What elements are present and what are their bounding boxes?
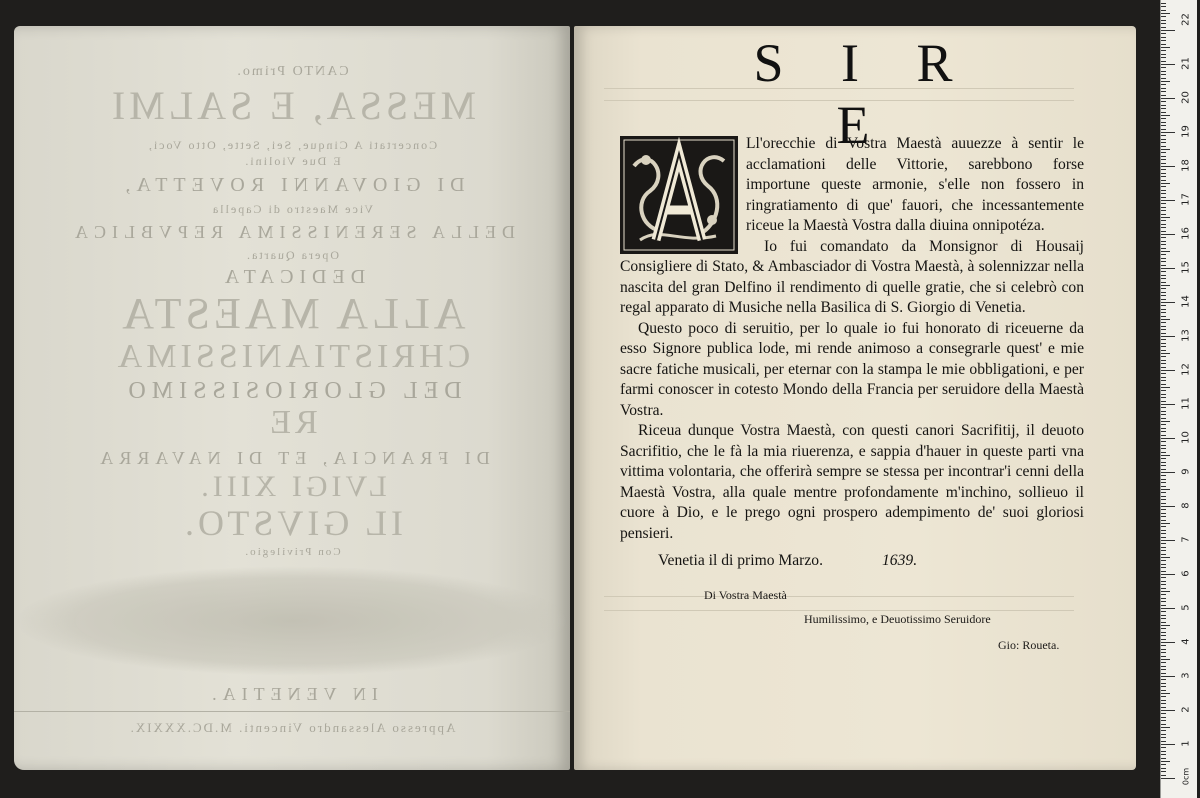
ruler-tick: [1161, 84, 1166, 85]
ruler-tick: [1161, 639, 1166, 640]
ghost-line: DI GIOVANNI ROVETTA,: [119, 174, 465, 196]
ruler-tick: [1161, 95, 1166, 96]
ruler-tick: [1161, 203, 1166, 204]
ruler-tick: [1161, 125, 1166, 126]
salutation: Di Vostra Maestà: [704, 588, 787, 602]
ruler-number: 10: [1180, 431, 1192, 444]
ruler-tick: [1161, 288, 1166, 289]
ruler-tick: [1161, 54, 1166, 55]
ruler-number: 15: [1180, 261, 1192, 274]
ruler-tick: [1161, 778, 1175, 779]
paragraph: Io fui comandato da Monsignor di Housaij Consigliere di Stato, & Ambasciador di Vostra Maestà, à solennizzar nella nascita del gran Delfino il rendimento di quelle gratie, che si celebrò con regal apparato di Musiche nella Basilica di S. Giorgio di Venetia.: [620, 237, 1084, 316]
ruler-tick: [1161, 152, 1166, 153]
ruler-tick: [1161, 370, 1175, 371]
ruler-tick: [1161, 747, 1166, 748]
ruler-tick: [1161, 360, 1166, 361]
ghost-line: E Due Violini.: [243, 154, 341, 168]
ruler-tick: [1161, 108, 1166, 109]
ruler-tick: [1161, 316, 1166, 317]
ruler-tick: [1161, 428, 1166, 429]
ruler-tick: [1161, 197, 1166, 198]
ruler-number: 20: [1180, 91, 1192, 104]
ruler-tick: [1161, 183, 1170, 184]
ruler-tick: [1161, 333, 1166, 334]
ruler-tick: [1161, 112, 1166, 113]
ruler-tick: [1161, 618, 1166, 619]
ruler-tick: [1161, 448, 1166, 449]
ruler-tick: [1161, 771, 1166, 772]
ruler-number: 7: [1180, 536, 1192, 543]
ruler-tick: [1161, 282, 1166, 283]
ruler-tick: [1161, 754, 1166, 755]
ruler-tick: [1161, 190, 1166, 191]
ruler-number: 13: [1180, 329, 1192, 342]
ruler-number: 16: [1180, 227, 1192, 240]
ruler-tick: [1161, 407, 1166, 408]
ruler-tick: [1161, 475, 1166, 476]
ruler-tick: [1161, 622, 1166, 623]
ruler-tick: [1161, 577, 1166, 578]
paragraph: Ll'orecchie di Vostra Maestà auuezze à sentir le acclamationi delle Vittorie, sarebbono forse importune queste armonie, s'elle non fossero in ringratiamento di que' fauori, che incessantemente riceue la Maestà Vostra dalla diuina onnipotéza.: [746, 135, 1084, 234]
ruler-tick: [1161, 193, 1166, 194]
ruler-tick: [1161, 268, 1175, 269]
ruler-tick: [1161, 302, 1175, 303]
ruler-tick: [1161, 380, 1166, 381]
ruler-number: 3: [1180, 672, 1192, 679]
ruler-tick: [1161, 598, 1166, 599]
ruler-tick: [1161, 16, 1166, 17]
ruler-tick: [1161, 271, 1166, 272]
ruler-tick: [1161, 91, 1166, 92]
ruler-tick: [1161, 30, 1175, 31]
ruler-tick: [1161, 363, 1166, 364]
ghost-line: CANTO Primo.: [235, 64, 349, 79]
ruler-tick: [1161, 628, 1166, 629]
ruler-tick: [1161, 744, 1175, 745]
ruler-tick: [1161, 346, 1166, 347]
ruler-tick: [1161, 503, 1166, 504]
ruler-tick: [1161, 356, 1166, 357]
ruler-tick: [1161, 217, 1170, 218]
ruler-tick: [1161, 309, 1166, 310]
ruler-tick: [1161, 241, 1166, 242]
ruler-tick: [1161, 764, 1166, 765]
ruler-tick: [1161, 652, 1166, 653]
ghost-line: Con Privilegio.: [243, 546, 341, 558]
ruler-tick: [1161, 584, 1166, 585]
ruler-tick: [1161, 248, 1166, 249]
ruler-tick: [1161, 707, 1166, 708]
ruler-tick: [1161, 662, 1166, 663]
ruler-tick: [1161, 180, 1166, 181]
ruler-tick: [1161, 533, 1166, 534]
ruler-tick: [1161, 649, 1166, 650]
ruler-tick: [1161, 166, 1175, 167]
ruler-tick: [1161, 118, 1166, 119]
ruler-tick: [1161, 482, 1166, 483]
ruler-tick: [1161, 23, 1166, 24]
ruler-tick: [1161, 741, 1166, 742]
ruler-tick: [1161, 367, 1166, 368]
ruler-tick: [1161, 231, 1166, 232]
ruler-tick: [1161, 207, 1166, 208]
ruler-tick: [1161, 469, 1166, 470]
ruler-tick: [1161, 581, 1166, 582]
ruler-tick: [1161, 693, 1170, 694]
ruler-number: 11: [1180, 397, 1192, 410]
ruler-tick: [1161, 700, 1166, 701]
ruler-tick: [1161, 275, 1166, 276]
dedication-text: [620, 134, 1084, 544]
ruler-tick: [1161, 220, 1166, 221]
ruler-tick: [1161, 438, 1175, 439]
ruler-tick: [1161, 588, 1166, 589]
ruler-tick: [1161, 458, 1166, 459]
ruler-tick: [1161, 768, 1166, 769]
ruler-tick: [1161, 424, 1166, 425]
ruler-tick: [1161, 47, 1170, 48]
page-title: S I R E: [753, 33, 975, 155]
ruler-tick: [1161, 129, 1166, 130]
year: 1639.: [882, 552, 918, 569]
ruler-tick: [1161, 441, 1166, 442]
ruler-number: 18: [1180, 159, 1192, 172]
ruler-tick: [1161, 537, 1166, 538]
left-page: [14, 26, 570, 770]
ghost-line: IL GIVSTO.: [181, 503, 403, 543]
ruler-tick: [1161, 295, 1166, 296]
ruler-tick: [1161, 265, 1166, 266]
ruler-tick: [1161, 645, 1166, 646]
ruler-tick: [1161, 387, 1170, 388]
ruler-tick: [1161, 632, 1166, 633]
ghost-line: DEDICATA: [218, 266, 366, 288]
ruler-tick: [1161, 234, 1175, 235]
ghost-line: LVIGI XIII.: [197, 470, 387, 503]
measurement-ruler: [1160, 0, 1197, 798]
ruler-tick: [1161, 472, 1175, 473]
ruler-tick: [1161, 176, 1166, 177]
ghost-line: ALLA MAESTA: [118, 289, 466, 338]
ruler-tick: [1161, 186, 1166, 187]
ruler-tick: [1161, 775, 1166, 776]
ruler-tick: [1161, 751, 1166, 752]
ghost-line: Opera Quarta.: [245, 248, 339, 262]
ruler-tick: [1161, 659, 1170, 660]
ruler-number: 6: [1180, 570, 1192, 577]
ruler-number: 21: [1180, 57, 1192, 70]
ruler-tick: [1161, 258, 1166, 259]
ruler-tick: [1161, 81, 1170, 82]
ruler-tick: [1161, 115, 1170, 116]
ruler-tick: [1161, 452, 1166, 453]
ruler-tick: [1161, 513, 1166, 514]
ruler-tick: [1161, 224, 1166, 225]
ruler-tick: [1161, 591, 1170, 592]
ruler-tick: [1161, 390, 1166, 391]
ruler-tick: [1161, 156, 1166, 157]
ruler-number: 2: [1180, 706, 1192, 713]
ruler-tick: [1161, 679, 1166, 680]
ruler-number: 17: [1180, 193, 1192, 206]
ruler-tick: [1161, 574, 1175, 575]
ruler-tick: [1161, 737, 1166, 738]
ruler-tick: [1161, 489, 1170, 490]
ruler-tick: [1161, 730, 1166, 731]
ruler-tick: [1161, 710, 1175, 711]
paragraph: Questo poco di seruitio, per lo quale io fui honorato di riceuerne da esso Signore publica lode, mi rende animoso a consegrarle quest' e mie sacre fatiche musicali, per eternar con la stampa le mie obbligationi, e per farmi conoscer in cotesto Mondo della Francia per seruidore della Maestà Vostra.: [620, 319, 1084, 419]
ruler-tick: [1161, 615, 1166, 616]
ruler-tick: [1161, 251, 1170, 252]
ruler-tick: [1161, 608, 1175, 609]
ruler-tick: [1161, 499, 1166, 500]
show-through-line: [604, 610, 1074, 611]
ruler-tick: [1161, 336, 1175, 337]
ruler-number: 1: [1180, 740, 1192, 747]
ruler-tick: [1161, 227, 1166, 228]
ghost-line: DI FRANCIA, ET DI NAVARRA: [94, 448, 490, 468]
ruler-tick: [1161, 6, 1166, 7]
show-through-line: [604, 596, 1074, 597]
ruler-tick: [1161, 690, 1166, 691]
ruler-tick: [1161, 135, 1166, 136]
ruler-tick: [1161, 717, 1166, 718]
ruler-tick: [1161, 57, 1166, 58]
ruler-tick: [1161, 98, 1175, 99]
ruler-tick: [1161, 669, 1166, 670]
ruler-tick: [1161, 3, 1166, 4]
ghost-line: CHRISTIANISSIMA: [113, 338, 471, 375]
ruler-tick: [1161, 601, 1166, 602]
right-page: [574, 26, 1136, 770]
ruler-tick: [1161, 727, 1170, 728]
ghost-line: IN VENETIA.: [206, 684, 378, 704]
ruler-tick: [1161, 758, 1166, 759]
ruler-tick: [1161, 163, 1166, 164]
ruler-tick: [1161, 486, 1166, 487]
ghost-line: MESSA, E SALMI: [107, 83, 477, 128]
ruler-tick: [1161, 312, 1166, 313]
ruler-tick: [1161, 666, 1166, 667]
ruler-tick: [1161, 683, 1166, 684]
ruler-tick: [1161, 625, 1170, 626]
ruler-tick: [1161, 278, 1166, 279]
ruler-tick: [1161, 173, 1166, 174]
ruler-tick: [1161, 673, 1166, 674]
ruler-tick: [1161, 720, 1166, 721]
ruler-tick: [1161, 462, 1166, 463]
ruler-tick: [1161, 285, 1170, 286]
ruler-tick: [1161, 394, 1166, 395]
ruler-tick: [1161, 594, 1166, 595]
ghost-line: DEL GLORIOSISSIMO: [122, 378, 462, 404]
ruler-tick: [1161, 139, 1166, 140]
ruler-tick: [1161, 642, 1175, 643]
ruler-tick: [1161, 509, 1166, 510]
printer-emblem-ghost: [14, 566, 570, 676]
ruler-tick: [1161, 571, 1166, 572]
ghost-rule: [14, 711, 570, 712]
ruler-tick: [1161, 373, 1166, 374]
ruler-tick: [1161, 329, 1166, 330]
ghost-line: Concertati A Cinque, Sei, Sette, Otto Voci,: [146, 138, 438, 152]
ruler-tick: [1161, 445, 1166, 446]
ruler-tick: [1161, 401, 1166, 402]
ruler-tick: [1161, 33, 1166, 34]
ruler-number: 9: [1180, 468, 1192, 475]
ruler-number: 8: [1180, 502, 1192, 509]
ruler-tick: [1161, 101, 1166, 102]
ruler-tick: [1161, 635, 1166, 636]
ruler-tick: [1161, 397, 1166, 398]
ruler-tick: [1161, 20, 1166, 21]
place-date: [658, 552, 918, 570]
ruler-tick: [1161, 564, 1166, 565]
ghost-line: RE: [266, 404, 318, 441]
ruler-tick: [1161, 526, 1166, 527]
ruler-tick: [1161, 159, 1166, 160]
place-date-text: Venetia il di primo Marzo.: [658, 552, 823, 569]
ruler-tick: [1161, 74, 1166, 75]
ruler-tick: [1161, 61, 1166, 62]
ruler-tick: [1161, 261, 1166, 262]
decorated-initial: [620, 136, 738, 254]
ruler-tick: [1161, 169, 1166, 170]
ruler-tick: [1161, 479, 1166, 480]
ruler-tick: [1161, 557, 1170, 558]
ruler-tick: [1161, 200, 1175, 201]
ruler-tick: [1161, 322, 1166, 323]
ruler-tick: [1161, 122, 1166, 123]
ruler-tick: [1161, 292, 1166, 293]
ghost-line: DELLA SERENISSIMA REPVBLICA: [68, 222, 516, 242]
ruler-tick: [1161, 319, 1170, 320]
ruler-number: 22: [1180, 13, 1192, 26]
ruler-tick: [1161, 554, 1166, 555]
ruler-tick: [1161, 703, 1166, 704]
ruler-tick: [1161, 530, 1166, 531]
ruler-tick: [1161, 496, 1166, 497]
ruler-tick: [1161, 761, 1170, 762]
ruler-tick: [1161, 455, 1170, 456]
ruler-tick: [1161, 353, 1170, 354]
ruler-tick: [1161, 516, 1166, 517]
ruler-number: 19: [1180, 125, 1192, 138]
ruler-tick: [1161, 547, 1166, 548]
ornamental-initial-icon: [620, 136, 738, 254]
ruler-tick: [1161, 244, 1166, 245]
ruler-tick: [1161, 520, 1166, 521]
ruler-tick: [1161, 343, 1166, 344]
paragraph: Riceua dunque Vostra Maestà, con questi canori Sacrifitij, il deuoto Sacrifitio, che le fà la mia riuerenza, e sappia d'hauer in queste parti vna vittima volontaria, che offerirà sempre se stessa per incontrar'i cenni della Maestà Vostra, alla quale mentre profondamente m'inchino, sollieuo il cuore à Dio, e le prego ogni prospero adempimento de' suoi gloriosi pensieri.: [620, 422, 1084, 542]
ruler-tick: [1161, 540, 1175, 541]
ruler-tick: [1161, 724, 1166, 725]
ruler-tick: [1161, 37, 1166, 38]
ruler-tick: [1161, 326, 1166, 327]
ghost-line: Appresso Alessandro Vincenti. M.DC.XXXIX.: [128, 720, 456, 735]
ruler-tick: [1161, 543, 1166, 544]
ruler-tick: [1161, 214, 1166, 215]
ruler-tick: [1161, 67, 1166, 68]
ruler-tick: [1161, 734, 1166, 735]
ruler-tick: [1161, 713, 1166, 714]
ruler-tick: [1161, 146, 1166, 147]
ruler-tick: [1161, 132, 1175, 133]
mirrored-title-page: [14, 26, 570, 770]
signature: Gio: Roueta.: [998, 638, 1060, 652]
ruler-tick: [1161, 237, 1166, 238]
ruler-tick: [1161, 605, 1166, 606]
ruler-tick: [1161, 299, 1166, 300]
ruler-tick: [1161, 64, 1175, 65]
ruler-tick: [1161, 492, 1166, 493]
ruler-tick: [1161, 13, 1170, 14]
ruler-tick: [1161, 676, 1175, 677]
ruler-tick: [1161, 71, 1166, 72]
ruler-tick: [1161, 339, 1166, 340]
ruler-tick: [1161, 696, 1166, 697]
ruler-tick: [1161, 254, 1166, 255]
ruler-tick: [1161, 78, 1166, 79]
ruler-tick: [1161, 656, 1166, 657]
ruler-tick: [1161, 560, 1166, 561]
ghost-line: Vice Maestro di Capella: [210, 202, 374, 216]
ruler-tick: [1161, 567, 1166, 568]
ruler-tick: [1161, 149, 1170, 150]
ruler-tick: [1161, 506, 1175, 507]
ruler-number: 14: [1180, 295, 1192, 308]
ruler-tick: [1161, 465, 1166, 466]
ruler-tick: [1161, 377, 1166, 378]
ruler-tick: [1161, 44, 1166, 45]
ruler-tick: [1161, 686, 1166, 687]
ruler-tick: [1161, 142, 1166, 143]
ruler-tick: [1161, 431, 1166, 432]
ruler-tick: [1161, 404, 1175, 405]
ruler-tick: [1161, 40, 1166, 41]
ruler-tick: [1161, 384, 1166, 385]
ruler-tick: [1161, 88, 1166, 89]
ruler-number: 4: [1180, 638, 1192, 645]
ruler-tick: [1161, 50, 1166, 51]
ruler-number: 5: [1180, 604, 1192, 611]
ruler-unit-label: 0cm: [1181, 767, 1191, 786]
ruler-tick: [1161, 411, 1166, 412]
closing: Humilissimo, e Deuotissimo Seruidore: [804, 612, 991, 626]
ruler-tick: [1161, 421, 1170, 422]
ruler-tick: [1161, 418, 1166, 419]
ruler-tick: [1161, 414, 1166, 415]
ruler-tick: [1161, 550, 1166, 551]
ruler-number: 12: [1180, 363, 1192, 376]
ruler-tick: [1161, 523, 1170, 524]
ruler-tick: [1161, 350, 1166, 351]
ruler-tick: [1161, 611, 1166, 612]
ruler-tick: [1161, 27, 1166, 28]
ruler-tick: [1161, 105, 1166, 106]
ruler-tick: [1161, 305, 1166, 306]
ruler-tick: [1161, 10, 1166, 11]
ruler-tick: [1161, 210, 1166, 211]
ruler-tick: [1161, 435, 1166, 436]
